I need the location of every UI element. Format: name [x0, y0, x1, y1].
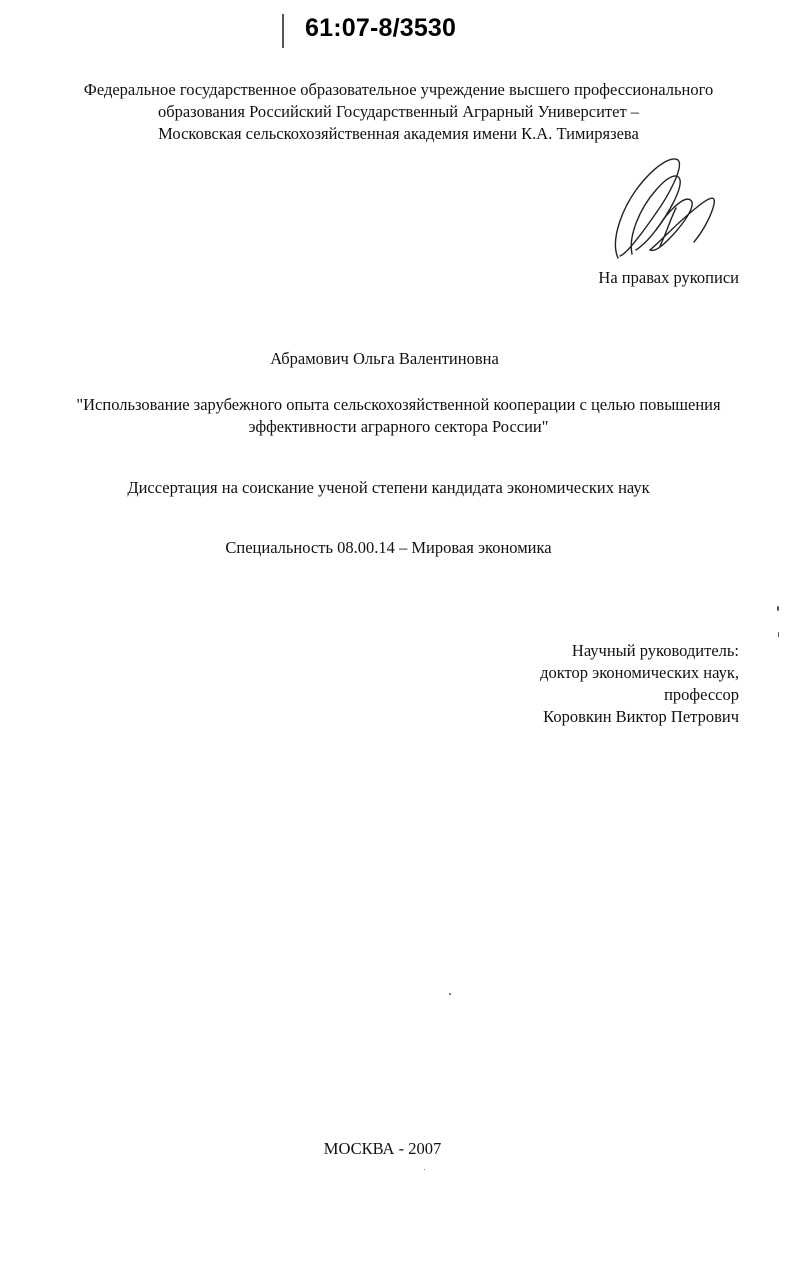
supervisor-label: Научный руководитель:	[571, 641, 739, 660]
title-line-1: "Использование зарубежного опыта сельскохозяйственной кооперации с целью повышения	[76, 395, 721, 414]
supervisor-name: Коровкин Виктор Петрович	[543, 707, 739, 726]
archive-stamp-bar	[282, 14, 284, 48]
city-year: МОСКВА - 2007	[323, 1139, 442, 1158]
handwritten-signature	[596, 150, 736, 265]
scan-speck	[449, 993, 451, 995]
supervisor-rank: профессор	[664, 685, 739, 704]
dissertation-title	[0, 394, 797, 438]
scan-speck	[424, 1169, 425, 1170]
author-name: Абрамович Ольга Валентиновна	[270, 349, 499, 368]
degree-line: Диссертация на соискание ученой степени кандидата экономических наук	[127, 478, 650, 497]
title-line-2: эффективности аграрного сектора России"	[248, 417, 549, 436]
institution-line-3: Московская сельскохозяйственная академия имени К.А. Тимирязева	[158, 124, 639, 143]
institution-line-1: Федеральное государственное образовательное учреждение высшего профессионального	[83, 80, 714, 99]
institution-line-2: образования Российский Государственный Аграрный Университет –	[157, 102, 640, 121]
archive-code: 61:07-8/3530	[305, 14, 457, 42]
scan-speck	[777, 606, 779, 611]
rights-notice: На правах рукописи	[598, 268, 739, 287]
supervisor-block	[540, 640, 739, 728]
supervisor-degree: доктор экономических наук,	[540, 663, 739, 682]
scan-speck	[778, 632, 779, 637]
institution-block	[0, 79, 797, 145]
specialty-line: Специальность 08.00.14 – Мировая экономика	[225, 538, 552, 557]
